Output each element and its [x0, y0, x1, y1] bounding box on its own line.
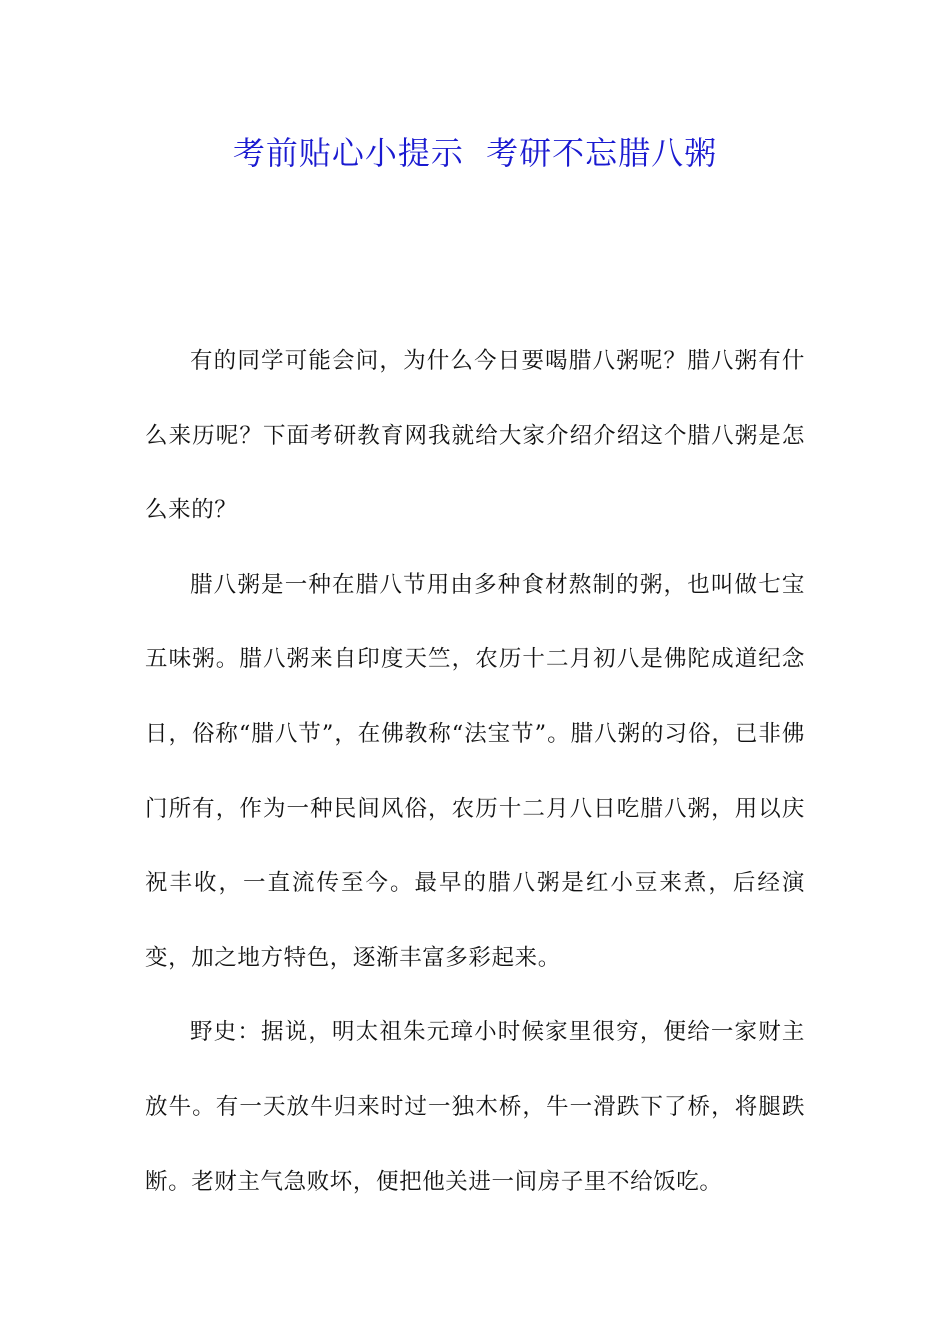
paragraph-1: 有的同学可能会问，为什么今日要喝腊八粥呢？腊八粥有什么来历呢？下面考研教育网我就给大家介绍介绍这个腊八粥是怎么来的？ — [145, 348, 805, 524]
paragraph-3: 野史：据说，明太祖朱元璋小时候家里很穷，便给一家财主放牛。有一天放牛归来时过一独木桥，牛一滑跌下了桥，将腿跌断。老财主气急败坏，便把他关进一间房子里不给饭吃。 — [145, 1019, 805, 1195]
paragraph-2: 腊八粥是一种在腊八节用由多种食材熬制的粥，也叫做七宝五味粥。腊八粥来自印度天竺，农历十二月初八是佛陀成道纪念日，俗称“腊八节”，在佛教称“法宝节”。腊八粥的习俗，已非佛门所有，作为一种民间风俗，农历十二月八日吃腊八粥，用以庆祝丰收，一直流传至今。最早的腊八粥是红小豆来煮，后经演变，加之地方特色，逐渐丰富多彩起来。 — [145, 571, 805, 971]
document-body — [145, 324, 805, 1219]
document-title: 考前贴心小提示 考研不忘腊八粥 — [232, 134, 718, 172]
